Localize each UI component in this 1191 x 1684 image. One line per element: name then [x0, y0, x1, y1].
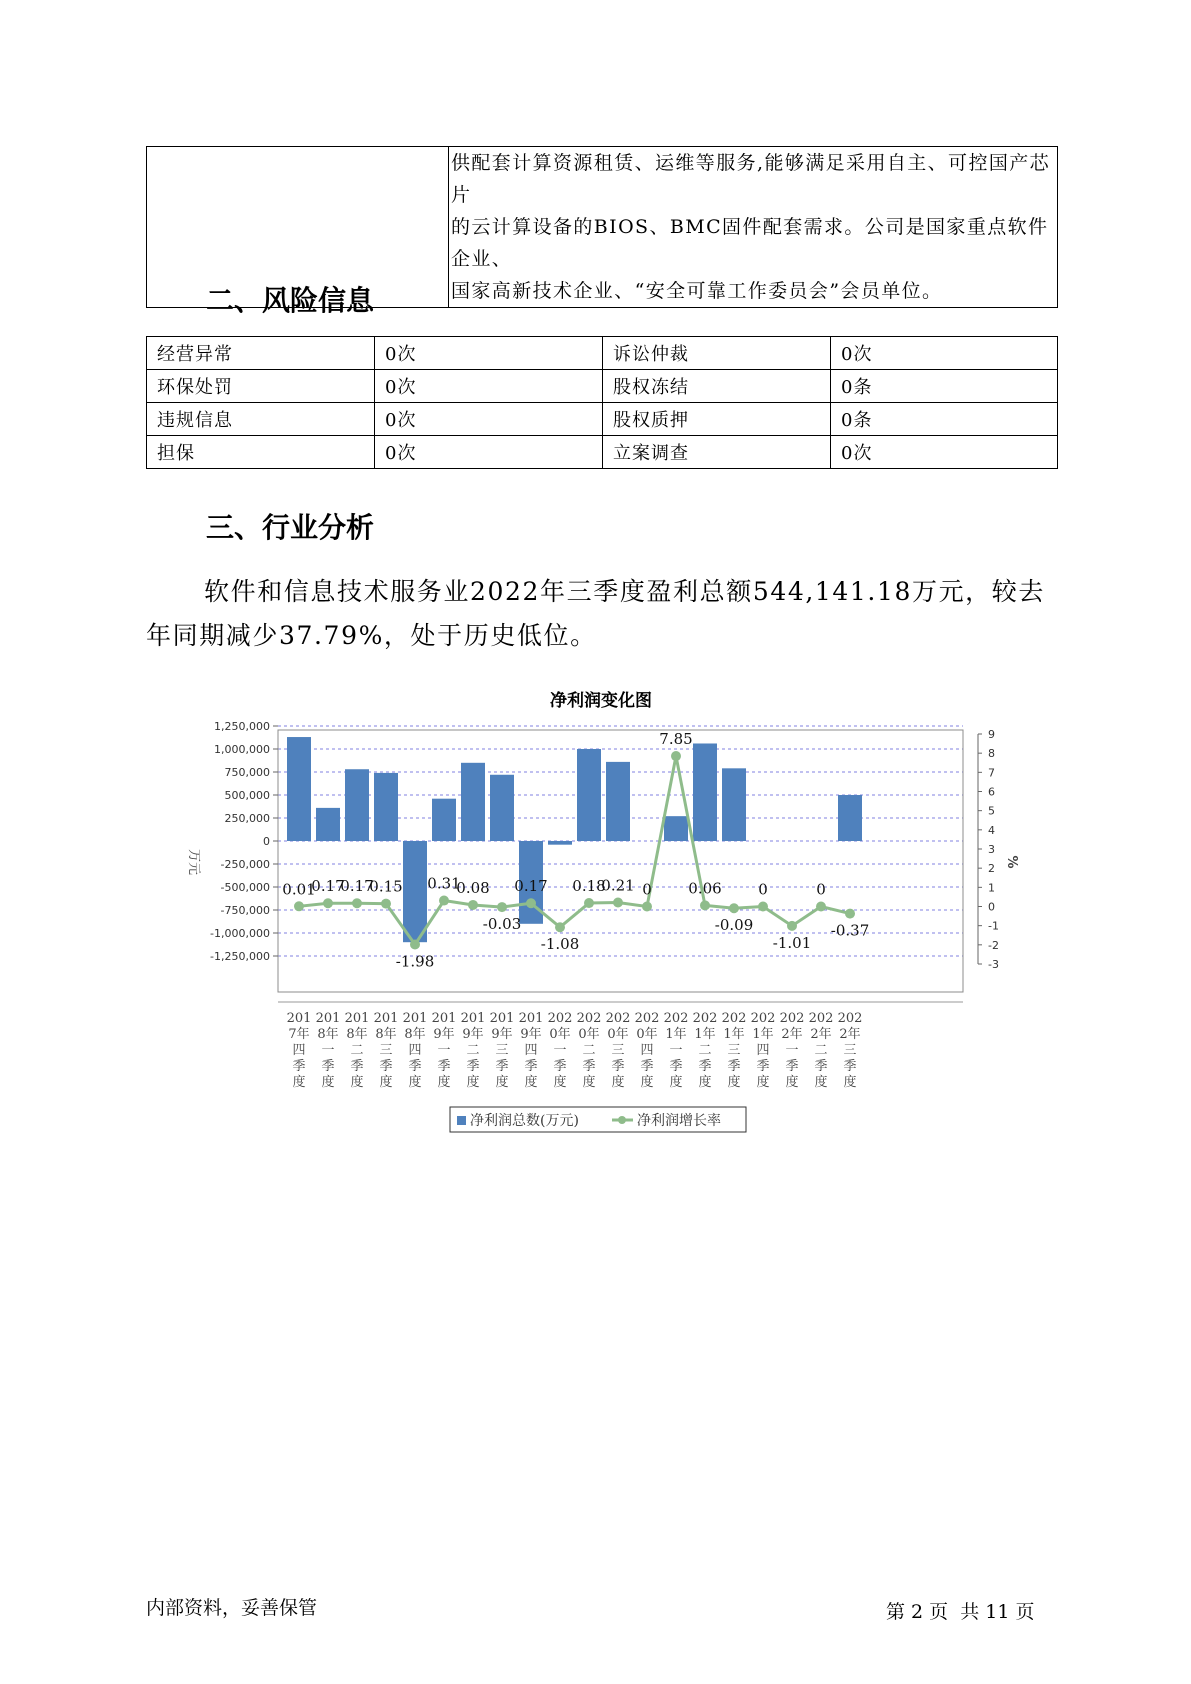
x-category-label-line: 度: [640, 1075, 654, 1090]
x-category-label-line: 度: [437, 1075, 451, 1090]
x-category-label-line: 8年: [404, 1027, 426, 1042]
risk-value: 0条: [831, 403, 1058, 436]
growth-rate-label: 0: [642, 880, 652, 899]
x-category-label-line: 度: [698, 1075, 712, 1090]
x-category-label-line: 一: [553, 1043, 567, 1058]
risk-label: 经营异常: [147, 337, 375, 370]
growth-rate-label: 0.15: [369, 877, 403, 896]
x-category-label-line: 三: [379, 1043, 393, 1058]
growth-rate-point: [497, 902, 507, 912]
y2-tick-label: 1: [988, 881, 995, 895]
bar-series: [287, 737, 862, 942]
x-category-label-line: 202: [750, 1011, 776, 1026]
x-category-label-line: 季: [843, 1059, 857, 1074]
x-category-label-line: 201: [373, 1011, 399, 1026]
industry-paragraph-text: 软件和信息技术服务业2022年三季度盈利总额544,141.18万元，较去年同期减少37.79%，处于历史低位。: [146, 577, 1045, 650]
net-profit-bar: [374, 773, 398, 841]
y2-axis-label: %: [1004, 855, 1019, 869]
industry-paragraph: [146, 570, 1058, 658]
net-profit-bar: [461, 763, 485, 841]
x-category-label-line: 度: [843, 1075, 857, 1090]
growth-rate-point: [381, 899, 391, 909]
net-profit-bar: [403, 841, 427, 942]
growth-rate-label: 0.08: [456, 878, 490, 897]
y-axis-left: [210, 720, 278, 963]
x-category-label-line: 0年: [549, 1027, 571, 1042]
x-category-label-line: 二: [350, 1043, 364, 1058]
risk-value: 0次: [375, 370, 603, 403]
table-row: [147, 337, 1058, 370]
x-category-label: [287, 1011, 312, 1090]
y2-tick-label: 0: [988, 900, 995, 914]
risk-label: 股权冻结: [603, 370, 831, 403]
net-profit-bar: [345, 769, 369, 841]
x-category-label-line: 一: [321, 1043, 335, 1058]
y-tick-label: -500,000: [220, 881, 270, 894]
legend-line-label: 净利润增长率: [637, 1113, 721, 1129]
x-category-label: [693, 1011, 718, 1090]
x-category-label-line: 2年: [781, 1027, 803, 1042]
x-category-label-line: 8年: [317, 1027, 339, 1042]
growth-rate-label: 0.21: [601, 876, 635, 895]
y2-tick-label: 2: [988, 862, 995, 876]
x-category-label-line: 度: [785, 1075, 799, 1090]
x-category-label: [751, 1011, 776, 1090]
footer-confidential-note: 内部资料，妥善保管: [146, 1597, 318, 1619]
growth-rate-point: [816, 902, 826, 912]
growth-rate-point: [555, 922, 565, 932]
risk-label: 环保处罚: [147, 370, 375, 403]
growth-rate-point: [526, 898, 536, 908]
risk-value: 0次: [375, 436, 603, 469]
x-category-label-line: 度: [524, 1075, 538, 1090]
growth-rate-label: 0.17: [311, 877, 345, 896]
x-category-label: [809, 1011, 834, 1090]
growth-rate-label: 0: [816, 880, 826, 899]
legend-bar-swatch: [457, 1116, 466, 1125]
x-category-label: [780, 1011, 805, 1090]
net-profit-bar: [838, 795, 862, 841]
x-category-label-line: 季: [495, 1059, 509, 1074]
net-profit-bar: [722, 768, 746, 841]
growth-rate-point: [613, 897, 623, 907]
table-row: [147, 436, 1058, 469]
x-category-label: [635, 1011, 660, 1090]
description-line: 国家高新技术企业、“安全可靠工作委员会”会员单位。: [451, 280, 943, 302]
net-profit-bar: [490, 775, 514, 841]
x-category-label: [838, 1011, 863, 1090]
x-category-label-line: 四: [524, 1043, 538, 1058]
x-category-label-line: 1年: [665, 1027, 687, 1042]
x-category-label-line: 季: [640, 1059, 654, 1074]
x-category-label-line: 四: [408, 1043, 422, 1058]
x-category-label-line: 度: [814, 1075, 828, 1090]
x-category-label-line: 度: [582, 1075, 596, 1090]
y2-tick-label: 4: [988, 823, 995, 837]
y-tick-label: 250,000: [224, 812, 270, 825]
x-category-label-line: 0年: [636, 1027, 658, 1042]
x-category-label-line: 202: [634, 1011, 660, 1026]
x-category-label-line: 201: [344, 1011, 370, 1026]
y-tick-label: 0: [263, 835, 270, 848]
x-category-label: [577, 1011, 602, 1090]
footer-page-number: 第 2 页 共 11 页: [886, 1601, 1035, 1623]
x-category-label-line: 度: [495, 1075, 509, 1090]
y2-tick-label: 9: [988, 728, 995, 741]
y-tick-label: -1,000,000: [210, 927, 270, 940]
growth-rate-point: [410, 939, 420, 949]
x-category-label: [722, 1011, 747, 1090]
net-profit-bar: [316, 808, 340, 841]
description-cell: [449, 147, 1058, 308]
description-line: 供配套计算资源租赁、运维等服务,能够满足采用自主、可控国产芯片: [451, 152, 1051, 206]
x-category-label-line: 8年: [346, 1027, 368, 1042]
y-tick-label: 1,000,000: [214, 743, 270, 756]
x-category-label-line: 季: [321, 1059, 335, 1074]
growth-rate-label: 0.18: [572, 877, 606, 896]
x-category-label: [664, 1011, 689, 1090]
industry-section-heading: 三、行业分析: [206, 511, 375, 544]
x-category-label-line: 季: [814, 1059, 828, 1074]
growth-rate-label: -1.98: [395, 952, 435, 971]
x-category-label-line: 季: [756, 1059, 770, 1074]
x-category-label-line: 度: [292, 1075, 306, 1090]
x-category-label-line: 季: [466, 1059, 480, 1074]
risk-value: 0次: [831, 436, 1058, 469]
risk-label: 担保: [147, 436, 375, 469]
risk-value: 0次: [375, 403, 603, 436]
x-category-label-line: 季: [437, 1059, 451, 1074]
x-category-label-line: 202: [721, 1011, 747, 1026]
x-category-label: [403, 1011, 428, 1090]
x-category-label-line: 季: [408, 1059, 422, 1074]
risk-value: 0次: [831, 337, 1058, 370]
x-category-label-line: 二: [814, 1043, 828, 1058]
growth-rate-point: [584, 898, 594, 908]
x-category-label-line: 202: [547, 1011, 573, 1026]
table-row: [147, 370, 1058, 403]
x-category-label-line: 202: [605, 1011, 631, 1026]
y-axis-label: 万元: [186, 848, 201, 876]
x-category-label: [316, 1011, 341, 1090]
growth-rate-point: [439, 896, 449, 906]
x-category-label-line: 2年: [839, 1027, 861, 1042]
x-category-label-line: 季: [727, 1059, 741, 1074]
risk-label: 立案调查: [603, 436, 831, 469]
growth-rate-label: 0.31: [427, 874, 461, 893]
x-category-label-line: 度: [727, 1075, 741, 1090]
x-category-label: [461, 1011, 486, 1090]
x-category-label-line: 季: [350, 1059, 364, 1074]
y2-tick-label: -1: [988, 919, 999, 933]
x-category-label-line: 度: [553, 1075, 567, 1090]
y2-tick-label: -2: [988, 938, 999, 952]
x-category-label: [519, 1011, 544, 1090]
x-category-label-line: 四: [756, 1043, 770, 1058]
growth-rate-label: -0.03: [482, 915, 522, 934]
x-category-label-line: 季: [553, 1059, 567, 1074]
growth-rate-point: [468, 900, 478, 910]
x-category-label-line: 一: [785, 1043, 799, 1058]
x-category-label-line: 201: [315, 1011, 341, 1026]
risk-value: 0条: [831, 370, 1058, 403]
x-category-label-line: 1年: [752, 1027, 774, 1042]
x-category-label-line: 季: [379, 1059, 393, 1074]
x-category-label-line: 季: [611, 1059, 625, 1074]
x-category-label-line: 一: [669, 1043, 683, 1058]
y-axis-right: [978, 728, 999, 971]
x-category-label-line: 季: [698, 1059, 712, 1074]
x-category-label-line: 201: [286, 1011, 312, 1026]
x-category-label-line: 度: [379, 1075, 393, 1090]
growth-rate-label: -0.09: [714, 916, 754, 935]
x-category-label-line: 7年: [288, 1027, 310, 1042]
x-category-label: [345, 1011, 370, 1090]
legend-bar-label: 净利润总数(万元): [470, 1113, 579, 1129]
x-category-label: [374, 1011, 399, 1090]
x-category-label-line: 度: [321, 1075, 335, 1090]
y2-tick-label: -3: [988, 958, 999, 971]
y2-tick-label: 8: [988, 747, 995, 761]
x-category-label-line: 季: [669, 1059, 683, 1074]
x-category-label-line: 二: [582, 1043, 596, 1058]
net-profit-chart: [170, 680, 1019, 1140]
x-category-label-line: 9年: [491, 1027, 513, 1042]
x-category-label-line: 1年: [694, 1027, 716, 1042]
growth-rate-label: 0.17: [340, 877, 374, 896]
x-category-label-line: 202: [663, 1011, 689, 1026]
growth-rate-point: [787, 921, 797, 931]
x-category-label-line: 201: [431, 1011, 457, 1026]
x-category-label-line: 201: [402, 1011, 428, 1026]
growth-rate-label: 0.01: [282, 880, 316, 899]
risk-label: 违规信息: [147, 403, 375, 436]
growth-rate-label: -1.08: [540, 935, 580, 954]
x-category-label-line: 度: [466, 1075, 480, 1090]
x-category-label-line: 9年: [520, 1027, 542, 1042]
x-category-label-line: 三: [495, 1043, 509, 1058]
x-category-label-line: 202: [779, 1011, 805, 1026]
x-category-label-line: 季: [582, 1059, 596, 1074]
y-tick-label: 500,000: [224, 789, 270, 802]
growth-rate-point: [352, 898, 362, 908]
x-category-label: [432, 1011, 457, 1090]
x-category-label-line: 9年: [433, 1027, 455, 1042]
x-category-label-line: 度: [611, 1075, 625, 1090]
x-category-label-line: 度: [669, 1075, 683, 1090]
net-profit-bar: [577, 749, 601, 841]
x-category-label-line: 四: [640, 1043, 654, 1058]
y2-tick-label: 3: [988, 843, 995, 856]
x-category-label-line: 201: [489, 1011, 515, 1026]
growth-rate-point: [700, 900, 710, 910]
growth-rate-label: -1.01: [772, 933, 812, 952]
growth-rate-label: 0: [758, 880, 768, 899]
x-category-label-line: 8年: [375, 1027, 397, 1042]
x-category-label-line: 季: [524, 1059, 538, 1074]
growth-rate-label: -0.37: [830, 921, 870, 940]
y-tick-label: 750,000: [224, 766, 270, 779]
net-profit-bar: [664, 816, 688, 841]
risk-info-table: [146, 336, 1058, 469]
x-category-label-line: 二: [698, 1043, 712, 1058]
net-profit-bar: [548, 841, 572, 845]
x-category-label-line: 202: [576, 1011, 602, 1026]
description-line: 的云计算设备的BIOS、BMC固件配套需求。公司是国家重点软件企业、: [451, 216, 1049, 270]
x-category-label-line: 9年: [462, 1027, 484, 1042]
x-category-label-line: 三: [727, 1043, 741, 1058]
x-category-label: [490, 1011, 515, 1090]
y2-tick-label: 7: [988, 766, 995, 780]
x-category-label-line: 201: [460, 1011, 486, 1026]
x-axis-categories: [278, 1002, 963, 1090]
x-category-label-line: 1年: [723, 1027, 745, 1042]
growth-rate-point: [294, 901, 304, 911]
table-row: [147, 403, 1058, 436]
x-category-label-line: 季: [785, 1059, 799, 1074]
x-category-label-line: 度: [756, 1075, 770, 1090]
x-category-label-line: 202: [808, 1011, 834, 1026]
growth-rate-point: [729, 903, 739, 913]
x-category-label-line: 一: [437, 1043, 451, 1058]
growth-rate-point: [845, 909, 855, 919]
net-profit-bar: [606, 762, 630, 841]
y2-tick-label: 6: [988, 785, 995, 799]
x-category-label-line: 二: [466, 1043, 480, 1058]
y-tick-label: -750,000: [220, 904, 270, 917]
x-category-label-line: 202: [837, 1011, 863, 1026]
net-profit-bar: [693, 743, 717, 841]
y2-tick-label: 5: [988, 804, 995, 818]
growth-rate-point: [323, 898, 333, 908]
risk-section-heading: 二、风险信息: [206, 284, 375, 317]
y-tick-label: 1,250,000: [214, 720, 270, 733]
x-category-label-line: 三: [611, 1043, 625, 1058]
growth-rate-label: 0.06: [688, 879, 722, 898]
x-category-label-line: 0年: [578, 1027, 600, 1042]
x-category-label-line: 2年: [810, 1027, 832, 1042]
x-category-label-line: 202: [692, 1011, 718, 1026]
risk-label: 诉讼仲裁: [603, 337, 831, 370]
x-category-label-line: 四: [292, 1043, 306, 1058]
growth-rate-point: [758, 902, 768, 912]
x-category-label-line: 度: [408, 1075, 422, 1090]
risk-value: 0次: [375, 337, 603, 370]
legend-line-marker: [618, 1116, 626, 1124]
x-category-label-line: 201: [518, 1011, 544, 1026]
growth-rate-label: 7.85: [659, 730, 693, 749]
y-tick-label: -1,250,000: [210, 950, 270, 963]
x-category-label: [548, 1011, 573, 1090]
risk-label: 股权质押: [603, 403, 831, 436]
x-category-label-line: 三: [843, 1043, 857, 1058]
line-series: [282, 730, 869, 970]
x-category-label-line: 0年: [607, 1027, 629, 1042]
growth-rate-point: [642, 902, 652, 912]
x-category-label-line: 度: [350, 1075, 364, 1090]
y-tick-label: -250,000: [220, 858, 270, 871]
growth-rate-label: 0.17: [514, 877, 548, 896]
x-category-label: [606, 1011, 631, 1090]
net-profit-bar: [287, 737, 311, 841]
chart-title: 净利润变化图: [550, 691, 652, 711]
net-profit-bar: [432, 799, 456, 841]
growth-rate-point: [671, 751, 681, 761]
x-category-label-line: 季: [292, 1059, 306, 1074]
chart-legend: [450, 1107, 746, 1132]
